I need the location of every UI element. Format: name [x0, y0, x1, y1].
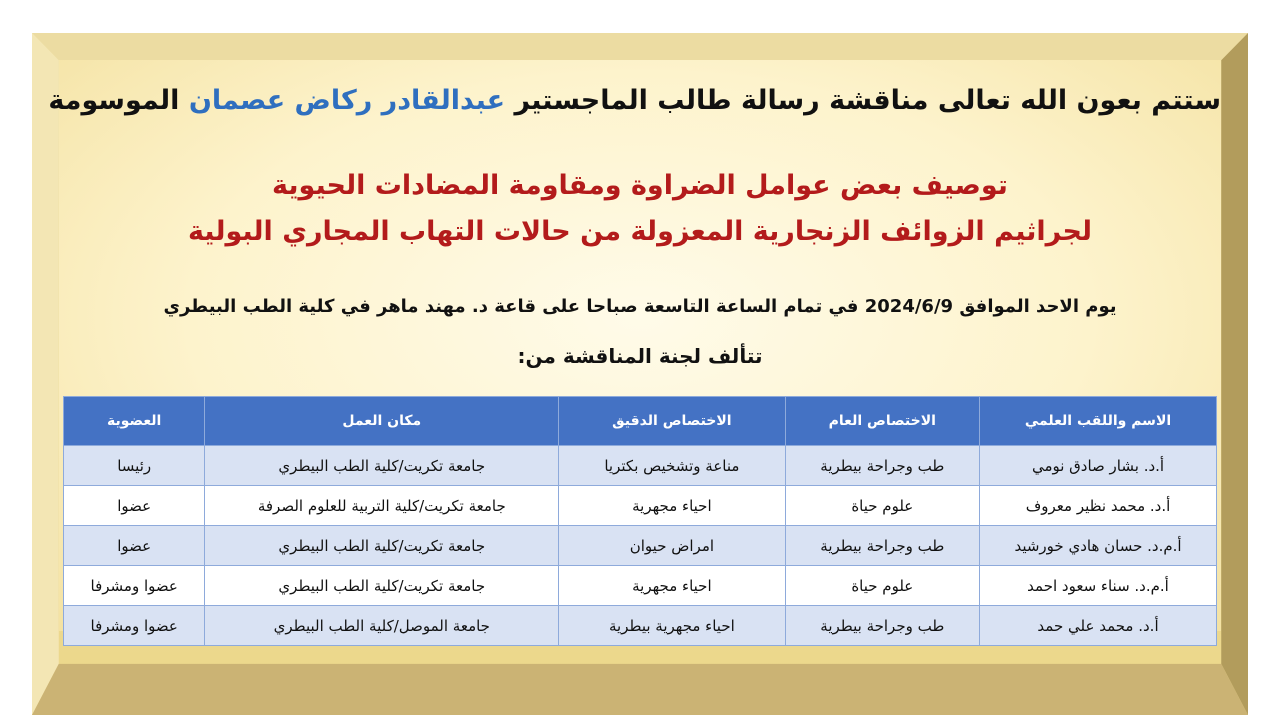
header-membership: العضوية: [64, 397, 205, 446]
cell-workplace: جامعة تكريت/كلية الطب البيطري: [205, 566, 559, 606]
header-name: الاسم واللقب العلمي: [980, 397, 1217, 446]
cell-specific: امراض حيوان: [559, 526, 785, 566]
table-row: [64, 526, 1217, 566]
committee-heading: تتألف لجنة المناقشة من:: [517, 344, 763, 368]
table-row: [64, 566, 1217, 606]
cell-general: طب وجراحة بيطرية: [785, 606, 979, 646]
cell-specific: احياء مجهرية بيطرية: [559, 606, 785, 646]
cell-general: علوم حياة: [785, 486, 979, 526]
cell-name: أ.م.د. سناء سعود احمد: [980, 566, 1217, 606]
cell-name: أ.د. بشار صادق نومي: [980, 446, 1217, 486]
cell-name: أ.د. محمد نظير معروف: [980, 486, 1217, 526]
cell-general: طب وجراحة بيطرية: [785, 446, 979, 486]
table-row: [64, 486, 1217, 526]
intro-before: ستتم بعون الله تعالى مناقشة رسالة طالب الماجستير: [505, 85, 1221, 116]
header-workplace: مكان العمل: [205, 397, 559, 446]
header-general-specialty: الاختصاص العام: [785, 397, 979, 446]
cell-membership: رئيسا: [64, 446, 205, 486]
header-specific-specialty: الاختصاص الدقيق: [559, 397, 785, 446]
cell-name: أ.د. محمد علي حمد: [980, 606, 1217, 646]
cell-general: طب وجراحة بيطرية: [785, 526, 979, 566]
cell-specific: احياء مجهرية: [559, 486, 785, 526]
cell-workplace: جامعة تكريت/كلية الطب البيطري: [205, 526, 559, 566]
thesis-title-line-1: توصيف بعض عوامل الضراوة ومقاومة المضادات الحيوية: [272, 170, 1008, 201]
cell-name: أ.م.د. حسان هادي خورشيد: [980, 526, 1217, 566]
student-name: عبدالقادر ركاض عصمان: [188, 85, 506, 116]
cell-workplace: جامعة تكريت/كلية التربية للعلوم الصرفة: [205, 486, 559, 526]
thesis-title-line-2: لجراثيم الزوائف الزنجارية المعزولة من حالات التهاب المجاري البولية: [187, 216, 1093, 247]
cell-membership: عضوا ومشرفا: [64, 606, 205, 646]
cell-membership: عضوا: [64, 486, 205, 526]
intro-after: الموسومة: [48, 85, 189, 116]
committee-table: [63, 396, 1217, 646]
table-header-row: [64, 397, 1217, 446]
table-row: [64, 606, 1217, 646]
intro-line: [48, 85, 1221, 116]
cell-workplace: جامعة الموصل/كلية الطب البيطري: [205, 606, 559, 646]
cell-specific: مناعة وتشخيص بكتريا: [559, 446, 785, 486]
table-row: [64, 446, 1217, 486]
cell-general: علوم حياة: [785, 566, 979, 606]
cell-membership: عضوا ومشرفا: [64, 566, 205, 606]
cell-workplace: جامعة تكريت/كلية الطب البيطري: [205, 446, 559, 486]
cell-specific: احياء مجهرية: [559, 566, 785, 606]
cell-membership: عضوا: [64, 526, 205, 566]
date-venue-line: يوم الاحد الموافق 2024/6/9 في تمام الساعة التاسعة صباحا على قاعة د. مهند ماهر في كلية الطب البيطري: [163, 296, 1117, 317]
